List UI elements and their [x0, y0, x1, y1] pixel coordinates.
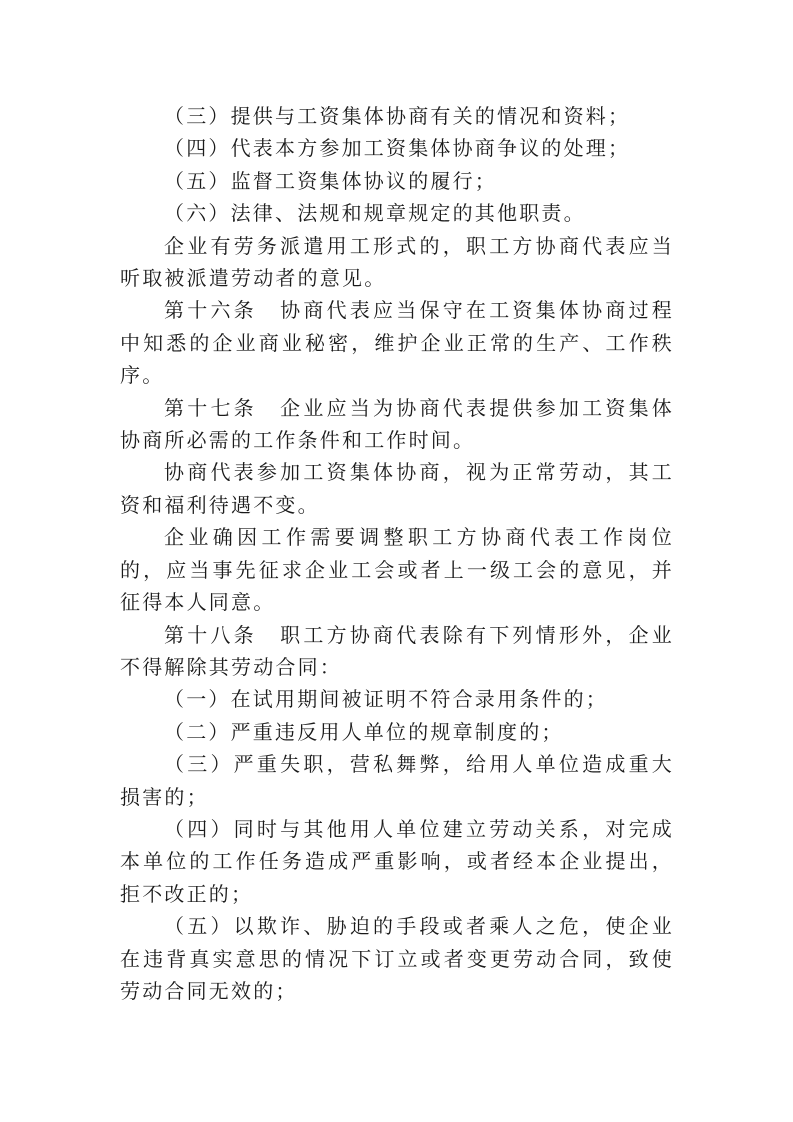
paragraph-item-4-duty: （四）代表本方参加工资集体协商争议的处理； [164, 136, 631, 161]
document-body [120, 100, 674, 1007]
paragraph-position-adjustment: 企业确因工作需要调整职工方协商代表工作岗位的，应当事先征求企业工会或者上一级工会的意见，并征得本人同意。 [120, 525, 674, 615]
paragraph-case-5: （五）以欺诈、胁迫的手段或者乘人之危，使企业在违背真实意思的情况下订立或者变更劳动合同，致使劳动合同无效的； [120, 914, 674, 1003]
paragraph-normal-labor: 协商代表参加工资集体协商，视为正常劳动，其工资和福利待遇不变。 [120, 460, 674, 517]
paragraph-item-5-duty: （五）监督工资集体协议的履行； [164, 168, 497, 193]
paragraph-item-3-duty: （三）提供与工资集体协商有关的情况和资料； [164, 104, 631, 128]
paragraph-article-16: 第十六条 协商代表应当保守在工资集体协商过程中知悉的企业商业秘密，维护企业正常的生产、工作秩序。 [120, 298, 674, 388]
paragraph-case-4: （四）同时与其他用人单位建立劳动关系，对完成本单位的工作任务造成严重影响，或者经本企业提出，拒不改正的； [120, 816, 674, 906]
paragraph-case-1: （一）在试用期间被证明不符合录用条件的； [164, 687, 608, 712]
paragraph-item-6-duty: （六）法律、法规和规章规定的其他职责。 [164, 201, 586, 226]
paragraph-dispatch-workers: 企业有劳务派遣用工形式的，职工方协商代表应当听取被派遣劳动者的意见。 [120, 233, 674, 291]
paragraph-case-2: （二）严重违反用人单位的规章制度的； [164, 719, 564, 744]
paragraph-case-3: （三）严重失职，营私舞弊，给用人单位造成重大损害的； [120, 752, 674, 809]
paragraph-article-18: 第十八条 职工方协商代表除有下列情形外，企业不得解除其劳动合同： [120, 622, 674, 679]
paragraph-article-17: 第十七条 企业应当为协商代表提供参加工资集体协商所必需的工作条件和工作时间。 [120, 395, 674, 453]
